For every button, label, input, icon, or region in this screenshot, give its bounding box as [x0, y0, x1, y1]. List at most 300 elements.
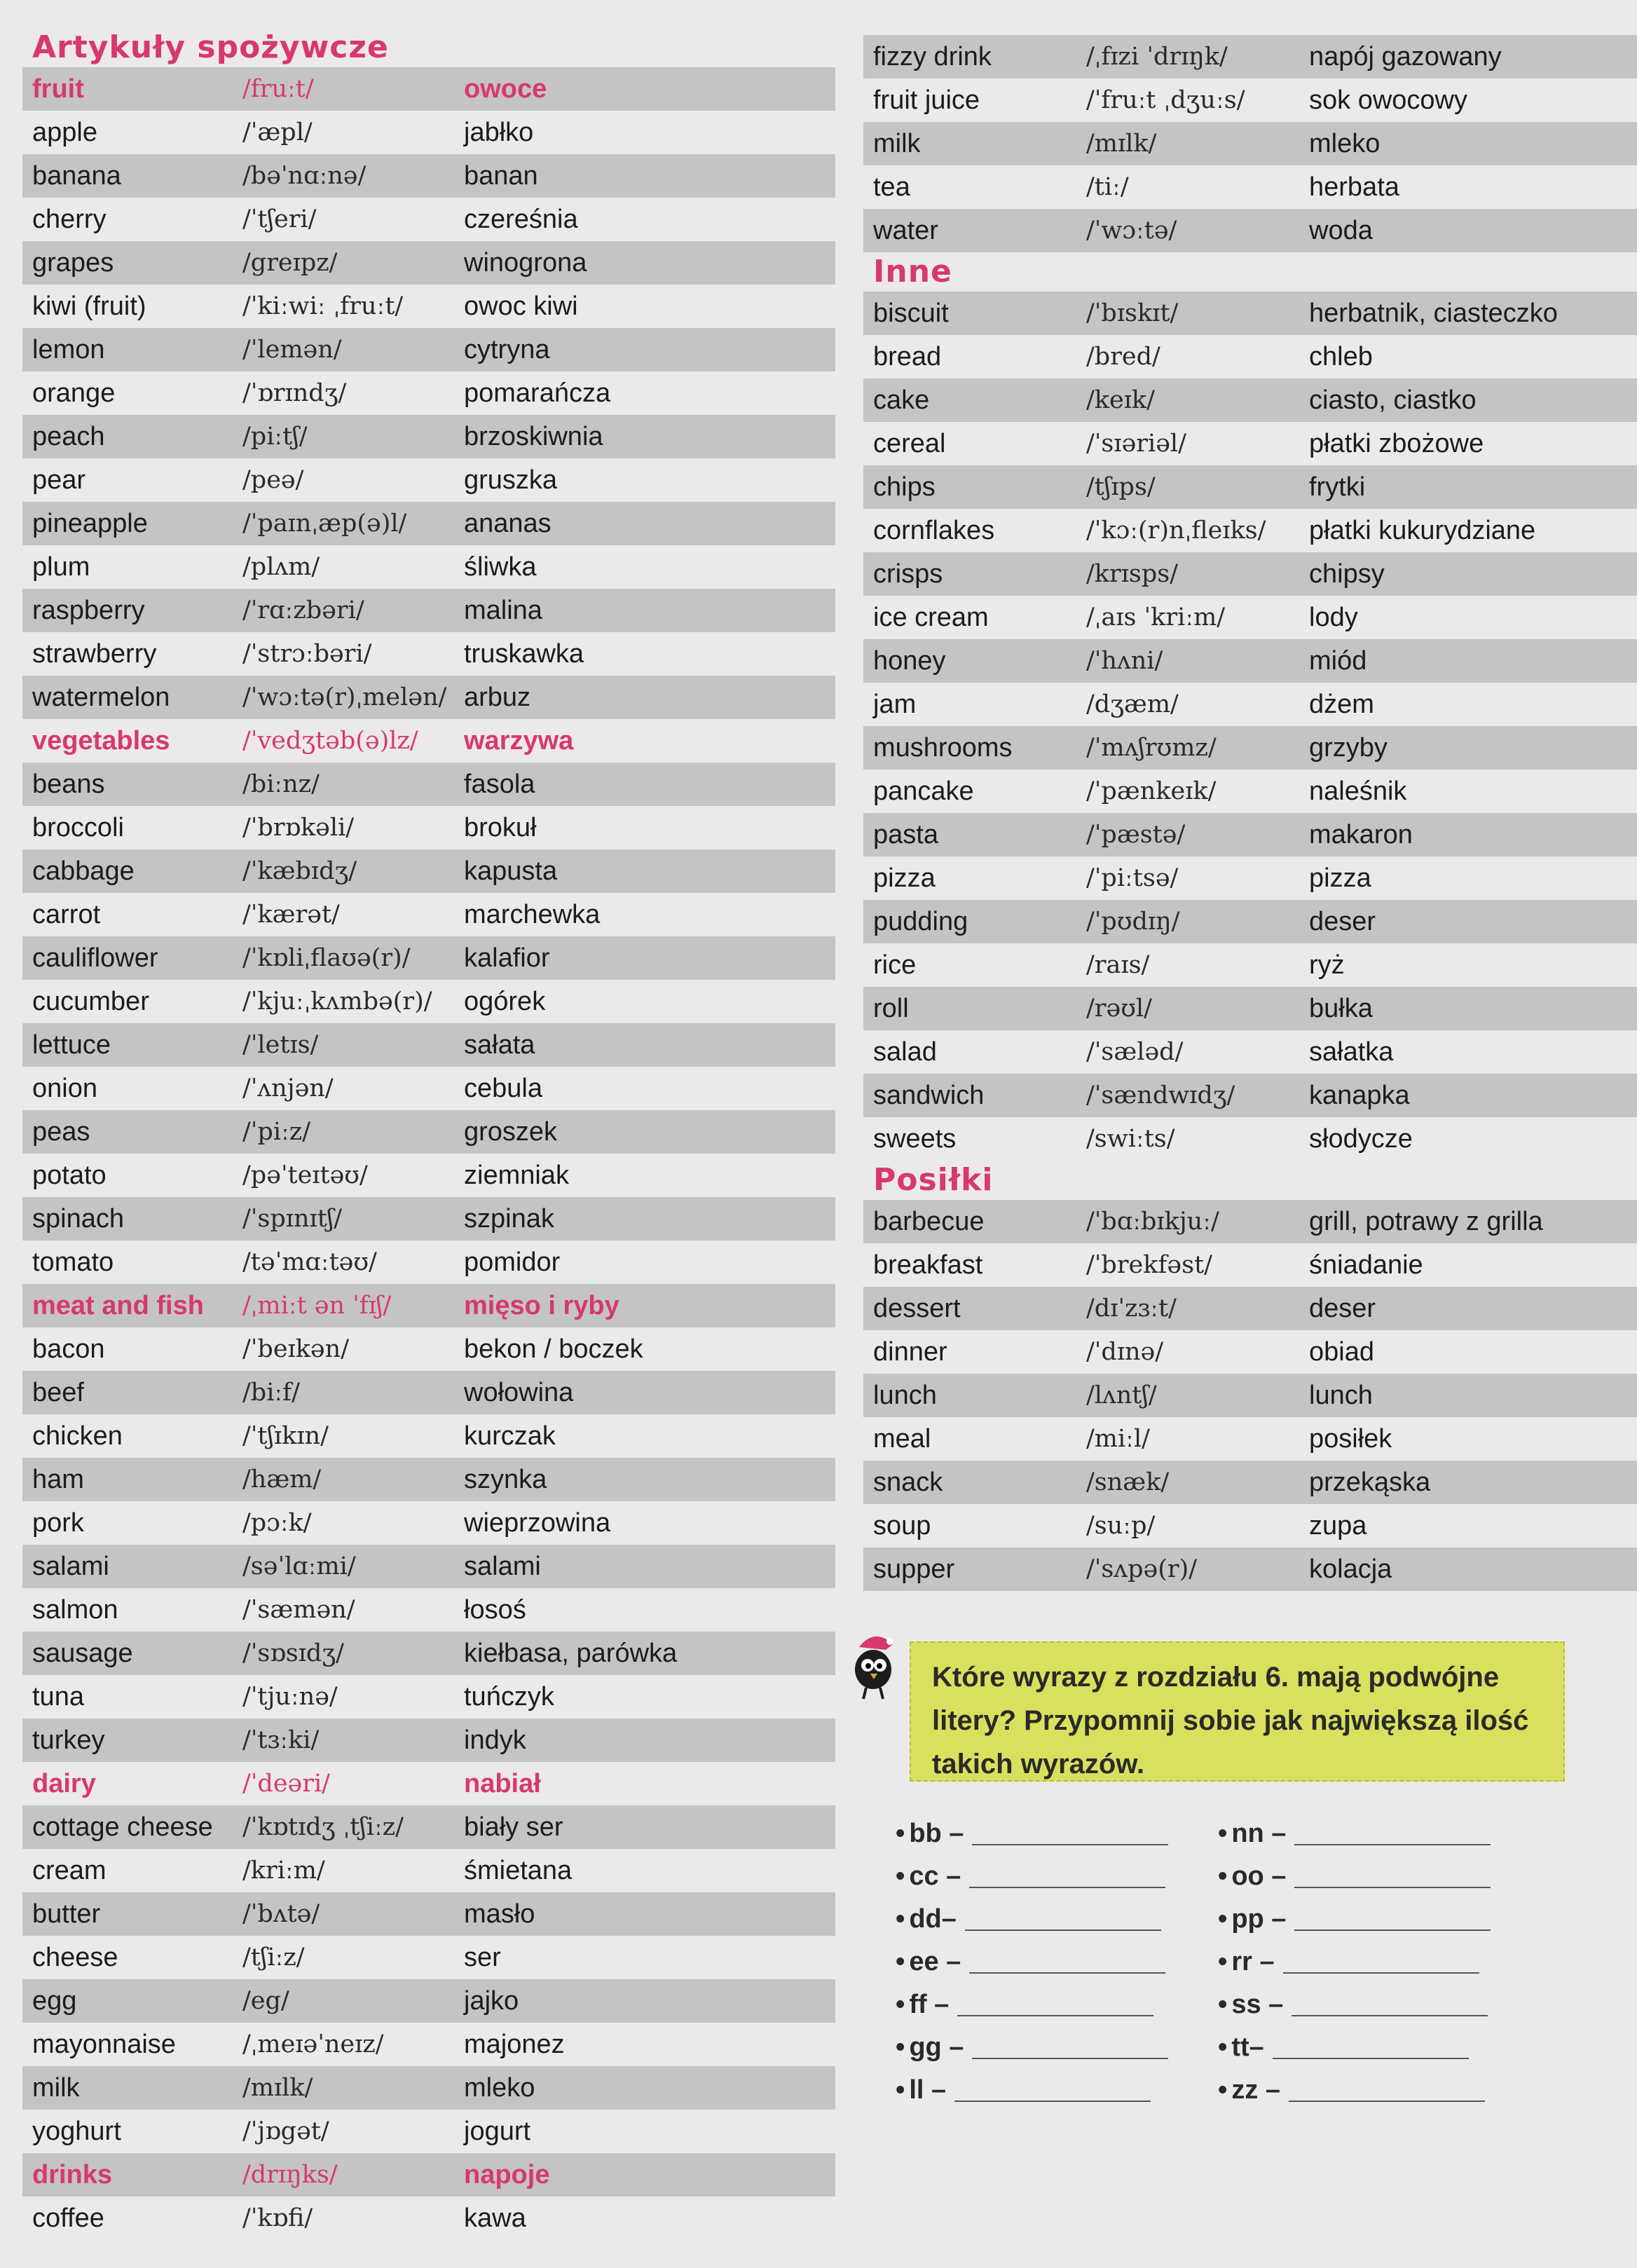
vocab-row: [22, 154, 835, 198]
english-word: meat and fish: [32, 1290, 204, 1320]
answer-blank-line[interactable]: [972, 1823, 1168, 1845]
vocab-row: [22, 1545, 835, 1588]
vocab-row: [22, 980, 835, 1023]
vocab-row: [22, 1327, 835, 1371]
vocab-row: [22, 1805, 835, 1849]
polish-translation: dżem: [1309, 689, 1374, 719]
english-word: orange: [32, 378, 116, 408]
phonetic-transcription: /ˈtʃeri/: [242, 205, 317, 233]
polish-translation: majonez: [464, 2029, 565, 2059]
polish-translation: przekąska: [1309, 1467, 1431, 1497]
polish-translation: szpinak: [464, 1203, 554, 1234]
polish-translation: brokuł: [464, 812, 537, 842]
phonetic-transcription: /pɔːk/: [242, 1509, 312, 1537]
letter-pair-label: oo –: [1231, 1861, 1287, 1891]
vocab-row: [863, 509, 1637, 552]
phonetic-transcription: /ˈtjuːnə/: [242, 1683, 338, 1711]
english-word: coffee: [32, 2203, 104, 2233]
phonetic-transcription: /kriːm/: [242, 1857, 325, 1885]
phonetic-transcription: /ˌfɪzi ˈdrɪŋk/: [1086, 43, 1228, 71]
letter-pair-label: gg –: [909, 2033, 964, 2062]
phonetic-transcription: /ˈjɒgət/: [242, 2117, 329, 2145]
english-word: butter: [32, 1899, 101, 1929]
english-word: yoghurt: [32, 2116, 121, 2146]
vocab-row: [22, 1936, 835, 1979]
english-word: fizzy drink: [873, 41, 992, 71]
polish-translation: nabiał: [464, 1768, 541, 1798]
answer-blank-line[interactable]: [1283, 1951, 1479, 1974]
phonetic-transcription: /ˈsæmən/: [242, 1596, 355, 1624]
vocab-row: [22, 893, 835, 936]
english-word: sweets: [873, 1123, 957, 1154]
answer-blank-line[interactable]: [972, 2037, 1168, 2059]
phonetic-transcription: /ˈbrekfəst/: [1086, 1251, 1212, 1279]
bullet-icon: •: [1218, 1861, 1228, 1891]
phonetic-transcription: /ˈbʌtə/: [242, 1900, 320, 1928]
english-word: peach: [32, 421, 105, 451]
vocab-row: [22, 589, 835, 632]
meals-vocab-list: [863, 1200, 1637, 1591]
polish-translation: groszek: [464, 1116, 558, 1147]
polish-translation: herbata: [1309, 172, 1399, 202]
vocab-row: [863, 1548, 1637, 1591]
vocab-row: [863, 209, 1637, 252]
english-word: bacon: [32, 1334, 105, 1364]
phonetic-transcription: /eg/: [242, 1987, 289, 2015]
phonetic-transcription: /bəˈnɑːnə/: [242, 162, 367, 190]
polish-translation: słodycze: [1309, 1123, 1413, 1154]
vocab-row: [22, 1023, 835, 1067]
english-word: cabbage: [32, 856, 135, 886]
vocab-row: [863, 900, 1637, 943]
polish-translation: sałata: [464, 1030, 535, 1060]
vocab-row: [22, 371, 835, 415]
phonetic-transcription: /miːl/: [1086, 1425, 1150, 1453]
phonetic-transcription: /hæm/: [242, 1466, 322, 1494]
english-word: drinks: [32, 2159, 113, 2190]
phonetic-transcription: /ˈtɜːki/: [242, 1726, 320, 1754]
answer-blank-line[interactable]: [1273, 2037, 1469, 2059]
phonetic-transcription: /ˈdeəri/: [242, 1770, 330, 1798]
fill-in-item: [896, 2069, 1168, 2112]
polish-translation: chipsy: [1309, 559, 1385, 589]
phonetic-transcription: /pəˈteɪtəʊ/: [242, 1161, 368, 1189]
vocab-row: [863, 1417, 1637, 1461]
english-word: watermelon: [32, 682, 170, 712]
phonetic-transcription: /biːf/: [242, 1379, 300, 1407]
phonetic-transcription: /raɪs/: [1086, 951, 1150, 979]
vocab-row: [863, 1374, 1637, 1417]
polish-translation: kanapka: [1309, 1080, 1410, 1110]
polish-translation: ziemniak: [464, 1160, 569, 1190]
phonetic-transcription: /rəʊl/: [1086, 995, 1152, 1023]
polish-translation: truskawka: [464, 638, 584, 669]
english-word: cottage cheese: [32, 1812, 213, 1842]
english-word: honey: [873, 645, 946, 676]
english-word: meal: [873, 1423, 931, 1454]
phonetic-transcription: /səˈlɑːmi/: [242, 1552, 356, 1580]
fill-in-item: [1218, 1941, 1491, 1983]
polish-translation: cebula: [464, 1073, 542, 1103]
phonetic-transcription: /ˈwɔːtə/: [1086, 217, 1177, 245]
vocab-row: [22, 1849, 835, 1892]
english-word: bread: [873, 341, 942, 371]
category-row: [22, 719, 835, 763]
english-word: fruit juice: [873, 85, 980, 115]
polish-translation: fasola: [464, 769, 535, 799]
polish-translation: biały ser: [464, 1812, 563, 1842]
section-title-meals: Posiłki: [873, 1162, 994, 1198]
polish-translation: miód: [1309, 645, 1367, 676]
phonetic-transcription: /ˈrɑːzbəri/: [242, 596, 364, 624]
vocab-row: [863, 35, 1637, 78]
vocab-row: [22, 2066, 835, 2110]
english-word: pizza: [873, 863, 936, 893]
english-word: apple: [32, 117, 97, 147]
vocab-row: [863, 1074, 1637, 1117]
vocab-row: [863, 1330, 1637, 1374]
vocab-row: [22, 111, 835, 154]
phonetic-transcription: /ˈkɒtɪdʒ ˌtʃiːz/: [242, 1813, 404, 1841]
english-word: cheese: [32, 1942, 118, 1972]
english-word: chips: [873, 472, 936, 502]
vocab-row: [22, 1458, 835, 1501]
category-row: [22, 2153, 835, 2197]
vocab-row: [22, 1588, 835, 1632]
vocab-row: [22, 415, 835, 458]
answer-blank-line[interactable]: [1289, 2079, 1485, 2102]
vocab-row: [863, 552, 1637, 596]
letter-pair-label: cc –: [909, 1861, 961, 1891]
vocab-row: [863, 683, 1637, 726]
vocab-row: [863, 165, 1637, 209]
bullet-icon: •: [896, 1990, 905, 2019]
vocab-row: [863, 770, 1637, 813]
vocab-row: [22, 1675, 835, 1719]
phonetic-transcription: /tiː/: [1086, 173, 1129, 201]
english-word: tuna: [32, 1681, 84, 1712]
bullet-icon: •: [1218, 1819, 1228, 1848]
english-word: biscuit: [873, 298, 949, 328]
letter-pair-label: rr –: [1231, 1947, 1275, 1976]
polish-translation: mleko: [1309, 128, 1381, 158]
polish-translation: śniadanie: [1309, 1250, 1423, 1280]
vocab-row: [22, 545, 835, 589]
phonetic-transcription: /bred/: [1086, 343, 1160, 371]
vocab-row: [863, 987, 1637, 1030]
english-word: spinach: [32, 1203, 124, 1234]
vocab-row: [22, 676, 835, 719]
polish-translation: szynka: [464, 1464, 547, 1494]
vocab-row: [22, 1241, 835, 1284]
vocab-row: [22, 1892, 835, 1936]
drinks-vocab-list: [863, 35, 1637, 252]
phonetic-transcription: /biːnz/: [242, 770, 320, 798]
phonetic-transcription: /ˈstrɔːbəri/: [242, 640, 372, 668]
polish-translation: śmietana: [464, 1855, 573, 1885]
polish-translation: grzyby: [1309, 732, 1388, 763]
phonetic-transcription: /ˈkæbɪdʒ/: [242, 857, 357, 885]
vocab-row: [863, 639, 1637, 683]
english-word: cauliflower: [32, 943, 158, 973]
polish-translation: sok owocowy: [1309, 85, 1467, 115]
vocab-row: [22, 285, 835, 328]
other-vocab-list: [863, 292, 1637, 1161]
english-word: dairy: [32, 1768, 96, 1798]
english-word: banana: [32, 160, 121, 191]
vocab-row: [22, 2023, 835, 2066]
phonetic-transcription: /ˌmiːt ən ˈfɪʃ/: [242, 1292, 392, 1320]
english-word: crisps: [873, 559, 943, 589]
vocab-row: [863, 1117, 1637, 1161]
vocab-row: [22, 806, 835, 849]
polish-translation: czereśnia: [464, 204, 578, 234]
bullet-icon: •: [896, 1904, 905, 1934]
vocab-row: [863, 813, 1637, 856]
polish-translation: bekon / boczek: [464, 1334, 643, 1364]
letter-pair-label: ff –: [909, 1990, 950, 2019]
phonetic-transcription: /tʃiːz/: [242, 1943, 305, 1972]
polish-translation: jogurt: [464, 2116, 531, 2146]
fill-in-item: [1218, 1855, 1491, 1898]
english-word: tomato: [32, 1247, 114, 1277]
polish-translation: woda: [1309, 215, 1373, 245]
phonetic-transcription: /suːp/: [1086, 1512, 1156, 1540]
category-row: [22, 1762, 835, 1805]
fill-in-item: [1218, 2026, 1491, 2069]
fill-in-item: [896, 1855, 1168, 1898]
vocab-row: [863, 1287, 1637, 1330]
answer-blank-line[interactable]: [1294, 1908, 1491, 1931]
english-word: peas: [32, 1116, 90, 1147]
polish-translation: tuńczyk: [464, 1681, 554, 1712]
phonetic-transcription: /swiːts/: [1086, 1125, 1175, 1153]
polish-translation: owoc kiwi: [464, 291, 578, 321]
vocab-row: [22, 1067, 835, 1110]
vocab-row: [22, 241, 835, 285]
vocab-row: [22, 1154, 835, 1197]
left-vocab-list: [22, 67, 835, 2240]
fill-in-item: [1218, 1898, 1491, 1941]
english-word: tea: [873, 172, 910, 202]
phonetic-transcription: /ˈhʌni/: [1086, 647, 1163, 675]
polish-translation: wieprzowina: [464, 1508, 611, 1538]
english-word: beans: [32, 769, 105, 799]
vocab-row: [863, 1030, 1637, 1074]
fill-in-list-right: [1218, 1812, 1491, 2112]
section-title-food: Artykuły spożywcze: [32, 29, 389, 65]
english-word: carrot: [32, 899, 101, 929]
english-word: pudding: [873, 906, 968, 936]
fill-in-item: [1218, 1812, 1491, 1855]
vocab-row: [22, 1501, 835, 1545]
english-word: ham: [32, 1464, 84, 1494]
polish-translation: gruszka: [464, 465, 558, 495]
answer-blank-line[interactable]: [954, 2079, 1151, 2102]
polish-translation: pizza: [1309, 863, 1371, 893]
polish-translation: kiełbasa, parówka: [464, 1638, 678, 1668]
phonetic-transcription: /ˈkærət/: [242, 901, 340, 929]
polish-translation: śliwka: [464, 552, 537, 582]
phonetic-transcription: /snæk/: [1086, 1468, 1170, 1496]
vocab-row: [22, 2110, 835, 2153]
phonetic-transcription: /ˈʌnjən/: [242, 1074, 334, 1102]
english-word: cereal: [873, 428, 946, 458]
polish-translation: ryż: [1309, 950, 1345, 980]
vocab-row: [22, 1371, 835, 1414]
section-title-other: Inne: [873, 254, 952, 289]
fill-in-item: [896, 1983, 1168, 2026]
english-word: milk: [32, 2072, 80, 2103]
vocab-row: [863, 122, 1637, 165]
polish-translation: marchewka: [464, 899, 601, 929]
english-word: cornflakes: [873, 515, 995, 545]
english-word: beef: [32, 1377, 84, 1407]
fill-in-list-left: [896, 1812, 1168, 2112]
polish-translation: płatki kukurydziane: [1309, 515, 1536, 545]
english-word: lunch: [873, 1380, 937, 1410]
fill-in-item: [896, 2026, 1168, 2069]
answer-blank-line[interactable]: [1292, 1994, 1488, 2016]
phonetic-transcription: /ˈpæstə/: [1086, 821, 1186, 849]
answer-blank-line[interactable]: [969, 1866, 1165, 1888]
phonetic-transcription: /ˌmeɪəˈneɪz/: [242, 2030, 384, 2058]
phonetic-transcription: /ˈbeɪkən/: [242, 1335, 349, 1363]
phonetic-transcription: /ˈmʌʃrʊmz/: [1086, 734, 1217, 762]
vocab-row: [863, 292, 1637, 335]
phonetic-transcription: /ˌaɪs ˈkriːm/: [1086, 603, 1226, 631]
fill-in-item: [1218, 1983, 1491, 2026]
phonetic-transcription: /mɪlk/: [1086, 130, 1157, 158]
task-prompt-box: Które wyrazy z rozdziału 6. mają podwójne litery? Przypomnij sobie jak największą ilość takich wyrazów.: [910, 1641, 1565, 1782]
polish-translation: warzywa: [464, 725, 574, 756]
answer-blank-line[interactable]: [1294, 1866, 1491, 1888]
polish-translation: indyk: [464, 1725, 526, 1755]
bird-mascot-icon: [847, 1626, 903, 1703]
letter-pair-label: ee –: [909, 1947, 961, 1976]
right-column: [863, 35, 1637, 1591]
english-word: salad: [873, 1037, 937, 1067]
english-word: milk: [873, 128, 921, 158]
english-word: cream: [32, 1855, 107, 1885]
phonetic-transcription: /ˈtʃɪkɪn/: [242, 1422, 329, 1450]
phonetic-transcription: /ˈpaɪnˌæp(ə)l/: [242, 510, 407, 538]
vocab-row: [863, 1200, 1637, 1243]
vocab-row: [22, 2197, 835, 2240]
answer-blank-line[interactable]: [969, 1951, 1165, 1974]
polish-translation: brzoskiwnia: [464, 421, 603, 451]
phonetic-transcription: /plʌm/: [242, 553, 320, 581]
answer-blank-line[interactable]: [1294, 1823, 1491, 1845]
vocab-row: [22, 763, 835, 806]
english-word: onion: [32, 1073, 97, 1103]
bullet-icon: •: [896, 1947, 905, 1976]
phonetic-transcription: /ˈkɒliˌflaʊə(r)/: [242, 944, 411, 972]
phonetic-transcription: /ˈpiːtsə/: [1086, 864, 1179, 892]
polish-translation: deser: [1309, 906, 1376, 936]
phonetic-transcription: /ˈlemən/: [242, 336, 342, 364]
answer-blank-line[interactable]: [965, 1908, 1161, 1931]
phonetic-transcription: /ˈwɔːtə(r)ˌmelən/: [242, 683, 447, 711]
vocab-row: [863, 596, 1637, 639]
letter-pair-label: nn –: [1231, 1819, 1287, 1848]
phonetic-transcription: /ˈpʊdɪŋ/: [1086, 908, 1180, 936]
english-word: pear: [32, 465, 86, 495]
english-word: potato: [32, 1160, 107, 1190]
english-word: rice: [873, 950, 917, 980]
english-word: sausage: [32, 1638, 133, 1668]
polish-translation: ananas: [464, 508, 552, 538]
bullet-icon: •: [896, 1819, 905, 1848]
bullet-icon: •: [1218, 1904, 1228, 1934]
polish-translation: salami: [464, 1551, 541, 1581]
polish-translation: napój gazowany: [1309, 41, 1502, 71]
polish-translation: mięso i ryby: [464, 1290, 619, 1320]
bullet-icon: •: [896, 1861, 905, 1891]
category-row: [22, 67, 835, 111]
polish-translation: lunch: [1309, 1380, 1373, 1410]
vocab-row: [22, 1979, 835, 2023]
vocab-row: [22, 458, 835, 502]
bullet-icon: •: [1218, 2075, 1228, 2105]
english-word: soup: [873, 1510, 931, 1541]
phonetic-transcription: /ˈbɪskɪt/: [1086, 299, 1179, 327]
vocab-row: [22, 936, 835, 980]
phonetic-transcription: /təˈmɑːtəʊ/: [242, 1248, 377, 1276]
polish-translation: winogrona: [464, 247, 587, 278]
phonetic-transcription: /ˈbɑːbɪkjuː/: [1086, 1208, 1219, 1236]
phonetic-transcription: /piːtʃ/: [242, 423, 308, 451]
english-word: broccoli: [32, 812, 124, 842]
left-column: [22, 28, 835, 2240]
phonetic-transcription: /dʒæm/: [1086, 690, 1179, 718]
polish-translation: płatki zbożowe: [1309, 428, 1484, 458]
letter-pair-label: ll –: [909, 2075, 947, 2105]
phonetic-transcription: /ˈletɪs/: [242, 1031, 319, 1059]
vocab-row: [863, 335, 1637, 378]
polish-translation: grill, potrawy z grilla: [1309, 1206, 1543, 1236]
phonetic-transcription: /krɪsps/: [1086, 560, 1179, 588]
phonetic-transcription: /greɪpz/: [242, 249, 338, 277]
phonetic-transcription: /drɪŋks/: [242, 2161, 338, 2189]
english-word: snack: [873, 1467, 943, 1497]
phonetic-transcription: /ˈkɒfi/: [242, 2204, 313, 2232]
english-word: plum: [32, 552, 90, 582]
polish-translation: arbuz: [464, 682, 531, 712]
english-word: turkey: [32, 1725, 105, 1755]
vocab-row: [22, 849, 835, 893]
polish-translation: sałatka: [1309, 1037, 1394, 1067]
vocab-row: [863, 1504, 1637, 1548]
polish-translation: mleko: [464, 2072, 535, 2103]
polish-translation: pomarańcza: [464, 378, 611, 408]
fill-in-item: [896, 1898, 1168, 1941]
letter-pair-label: ss –: [1231, 1990, 1284, 2019]
english-word: mayonnaise: [32, 2029, 176, 2059]
phonetic-transcription: /peə/: [242, 466, 304, 494]
vocab-row: [863, 726, 1637, 770]
english-word: cherry: [32, 204, 107, 234]
vocab-row: [22, 1197, 835, 1241]
vocab-row: [22, 1110, 835, 1154]
phonetic-transcription: /ˈpiːz/: [242, 1118, 311, 1146]
english-word: sandwich: [873, 1080, 985, 1110]
english-word: cake: [873, 385, 930, 415]
polish-translation: obiad: [1309, 1337, 1374, 1367]
answer-blank-line[interactable]: [957, 1994, 1153, 2016]
polish-translation: kolacja: [1309, 1554, 1392, 1584]
polish-translation: herbatnik, ciasteczko: [1309, 298, 1558, 328]
